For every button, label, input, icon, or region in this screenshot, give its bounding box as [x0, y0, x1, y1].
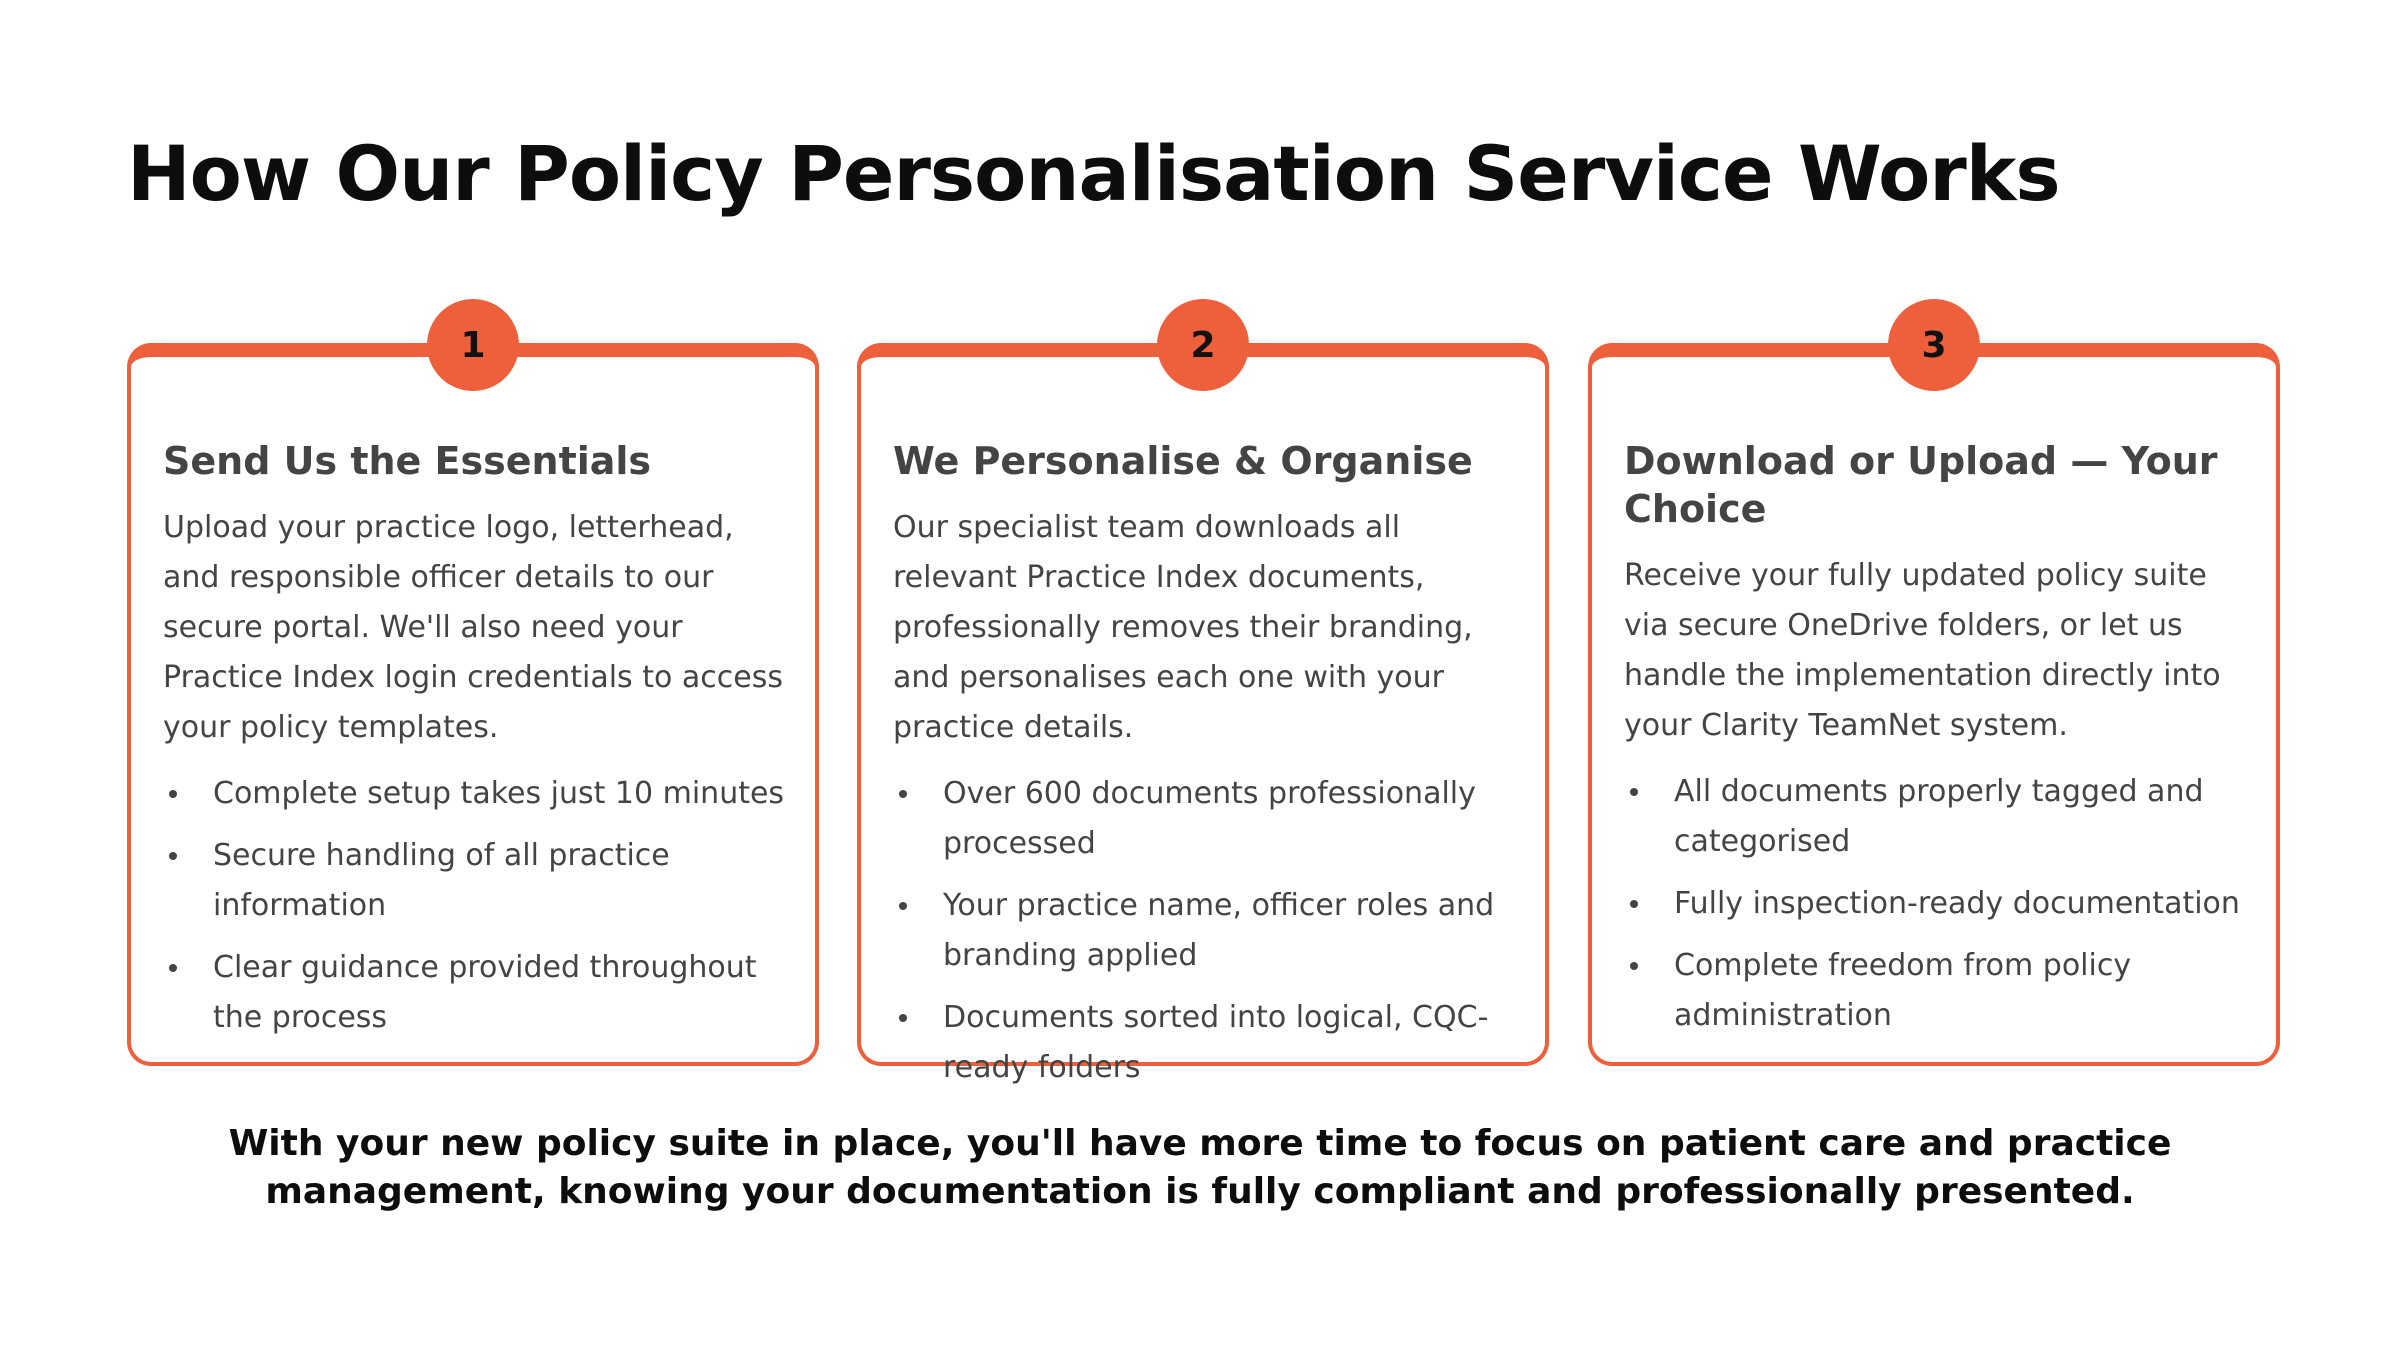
step-number-badge: 2: [1157, 299, 1249, 391]
step-card-2: [857, 324, 1549, 1085]
card-title: We Personalise & Organise: [893, 439, 1473, 483]
step-card-1: [127, 324, 819, 1066]
bullet-item: Fully inspection-ready documentation: [1624, 879, 2248, 929]
card-description: Receive your fully updated policy suite via secure OneDrive folders, or let us handle the implementation directly into your Clarity TeamNet system.: [1624, 558, 2221, 743]
bullet-item: Clear guidance provided throughout the process: [163, 943, 787, 1043]
card-description: Our specialist team downloads all relevant Practice Index documents, professionally removes their branding, and personalises each one with your practice details.: [893, 510, 1473, 745]
footer-summary: With your new policy suite in place, you'll have more time to focus on patient care and practice management, knowing your documentation is fully compliant and professionally presented.: [228, 1123, 2172, 1212]
bullet-item: Secure handling of all practice information: [163, 831, 787, 931]
card-bullet-list: [893, 769, 1517, 1093]
bullet-item: All documents properly tagged and categorised: [1624, 767, 2248, 867]
card-bullet-list: [1624, 767, 2248, 1041]
bullet-item: Over 600 documents professionally processed: [893, 769, 1517, 869]
card-title: Send Us the Essentials: [163, 439, 652, 483]
step-number-badge: 3: [1888, 299, 1980, 391]
card-body: [163, 437, 787, 1055]
card-bullet-list: [163, 769, 787, 1043]
card-body: [893, 437, 1517, 1105]
bullet-item: Documents sorted into logical, CQC-ready folders: [893, 993, 1517, 1093]
bullet-item: Your practice name, officer roles and branding applied: [893, 881, 1517, 981]
card-description: Upload your practice logo, letterhead, and responsible officer details to our secure portal. We'll also need your Practice Index login credentials to access your policy templates.: [163, 510, 783, 745]
card-body: [1624, 437, 2248, 1053]
bullet-item: Complete setup takes just 10 minutes: [163, 769, 787, 819]
step-card-3: [1588, 324, 2280, 1066]
page-title: How Our Policy Personalisation Service Works: [127, 129, 2060, 218]
card-title: Download or Upload — Your Choice: [1624, 439, 2218, 531]
bullet-item: Complete freedom from policy administration: [1624, 941, 2248, 1041]
step-number-badge: 1: [427, 299, 519, 391]
